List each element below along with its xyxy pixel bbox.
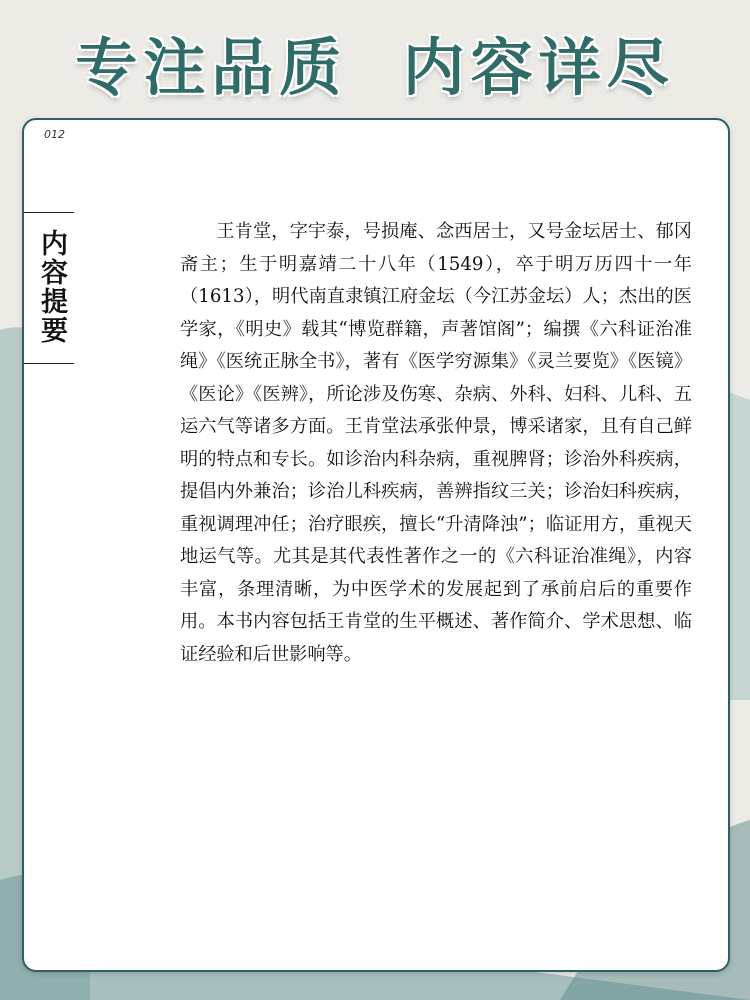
body-paragraph: 王肯堂，字宇泰，号损庵、念西居士，又号金坛居士、郁冈斋主；生于明嘉靖二十八年（1549），卒于明万历四十一年（1613），明代南直隶镇江府金坛（今江苏金坛）人；杰出的医学家，《明史》载其“博览群籍，声著馆阁”；编撰《六科证治准绳》《医统正脉全书》，著有《医学穷源集》《灵兰要览》《医镜》《医论》《医辨》，所论涉及伤寒、杂病、外科、妇科、儿科、五运六气等诸多方面。王肯堂法承张仲景，博采诸家，且有自己鲜明的特点和专长。如诊治内科杂病，重视脾肾；诊治外科疾病，提倡内外兼治；诊治儿科疾病，善辨指纹三关；诊治妇科疾病，重视调理冲任；治疗眼疾，擅长“升清降浊”；临证用方，重视天地运气等。尤其是其代表性著作之一的《六科证治准绳》，内容丰富，条理清晰，为中医学术的发展起到了承前启后的重要作用。本书内容包括王肯堂的生平概述、著作简介、学术思想、临证经验和后世影响等。 <box>180 221 692 665</box>
side-label-box <box>24 212 74 364</box>
content-card <box>22 118 730 972</box>
side-label: 内容提要 <box>36 229 67 345</box>
header-title: 专注品质 内容详尽 <box>75 31 675 104</box>
page-number: 012 <box>44 128 65 141</box>
